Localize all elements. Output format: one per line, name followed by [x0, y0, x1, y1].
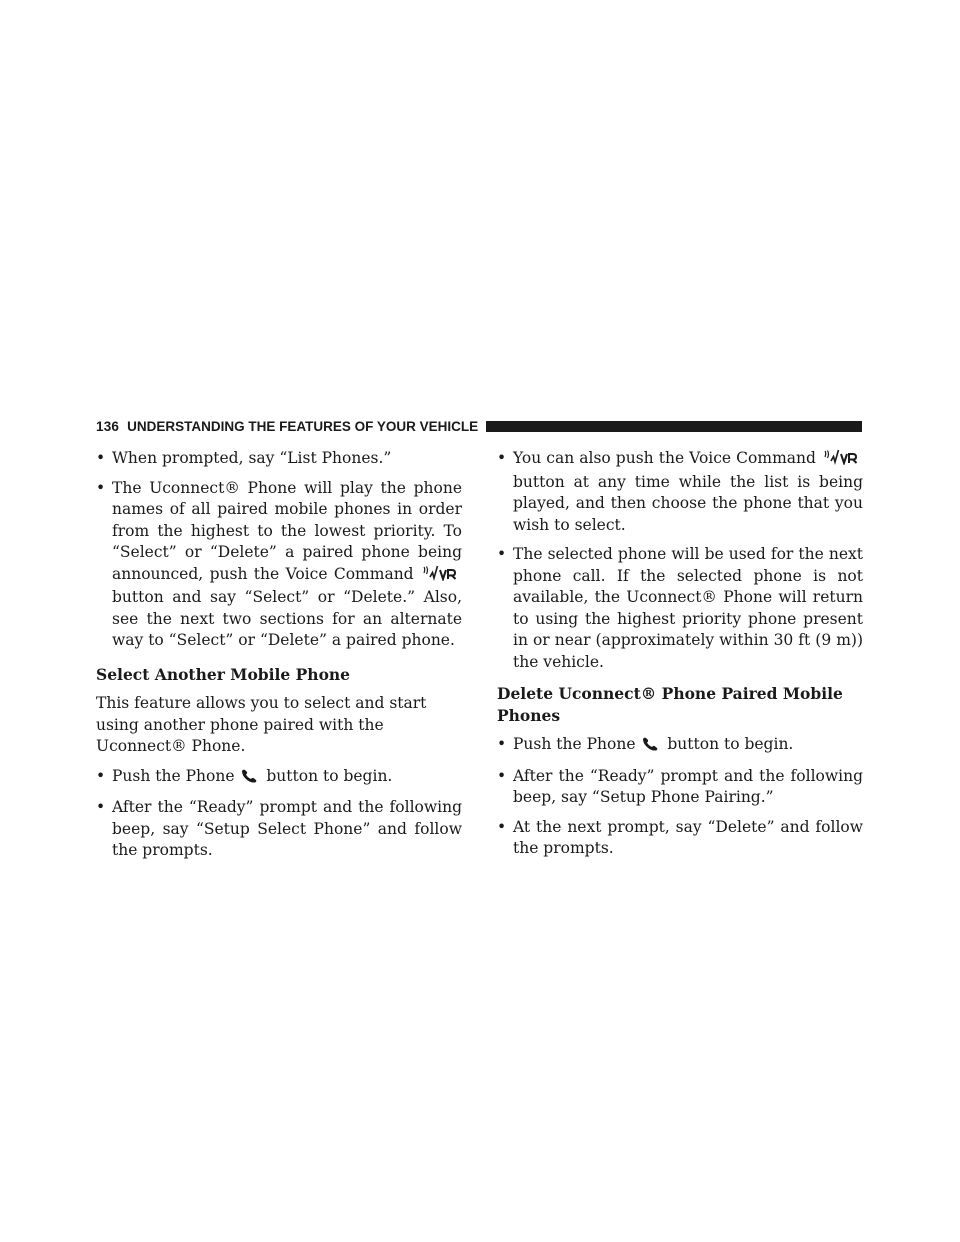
voice-command-icon [823, 449, 861, 472]
voice-command-icon [422, 565, 460, 588]
bullet-text: Push the Phone [112, 766, 235, 785]
bullet: • [96, 449, 106, 467]
phone-icon [241, 768, 259, 790]
list-item [497, 766, 863, 809]
list-item [497, 544, 863, 673]
bullet-text: button and say “Select” or “Delete.” Also, see the next two sections for an alternate way to “Select” or “Delete” a paired phone. [112, 588, 462, 649]
bullet: • [497, 735, 507, 753]
bullet-text: button to begin. [667, 735, 794, 753]
right-column [497, 448, 863, 868]
left-column [96, 448, 462, 870]
bullet-text: After the “Ready” prompt and the following beep, say “Setup Select Phone” and follow the prompts. [112, 798, 462, 859]
bullet: • [96, 798, 106, 816]
list-item [497, 734, 863, 758]
bullet-text: When prompted, say “List Phones.” [112, 449, 392, 467]
section-title: UNDERSTANDING THE FEATURES OF YOUR VEHICLE [127, 418, 479, 434]
phone-icon [642, 736, 660, 758]
section-heading: Select Another Mobile Phone [96, 664, 351, 684]
bullet-text: At the next prompt, say “Delete” and follow the prompts. [513, 817, 863, 857]
bullet-text: After the “Ready” prompt and the following beep, say “Setup Phone Pairing.” [513, 766, 863, 806]
bullet-text: The Uconnect® Phone will play the phone names of all paired mobile phones in order from the highest to the lowest priority. To “Select” or “Delete” a paired phone being announced, push the Voice Command [112, 478, 462, 583]
bullet-text: Push the Phone [513, 735, 636, 753]
page-number: 136 [96, 418, 120, 434]
bullet-text: The selected phone will be used for the next phone call. If the selected phone is not available, the Uconnect® Phone will return to using the highest priority phone present in or near (approximately within 30 ft (9 m)) the vehicle. [513, 545, 863, 671]
list-item [96, 448, 462, 470]
section-heading: Delete Uconnect® Phone Paired Mobile Phones [497, 684, 843, 725]
list-item [497, 448, 863, 536]
bullet-text: You can also push the Voice Command [513, 449, 816, 467]
page-header [96, 418, 862, 434]
bullet: • [96, 766, 106, 785]
header-rule [486, 421, 862, 432]
bullet: • [497, 817, 507, 836]
bullet: • [96, 478, 106, 497]
list-item [96, 478, 462, 652]
list-item [497, 817, 863, 860]
list-item [96, 766, 462, 790]
bullet: • [497, 545, 507, 563]
bullet-text: button to begin. [266, 766, 393, 785]
list-item [96, 797, 462, 862]
bullet-text: button at any time while the list is being played, and then choose the phone that you wish to select. [513, 472, 863, 534]
bullet: • [497, 449, 507, 467]
bullet: • [497, 766, 507, 785]
paragraph: This feature allows you to select and start using another phone paired with the Uconnect® Phone. [96, 694, 427, 755]
